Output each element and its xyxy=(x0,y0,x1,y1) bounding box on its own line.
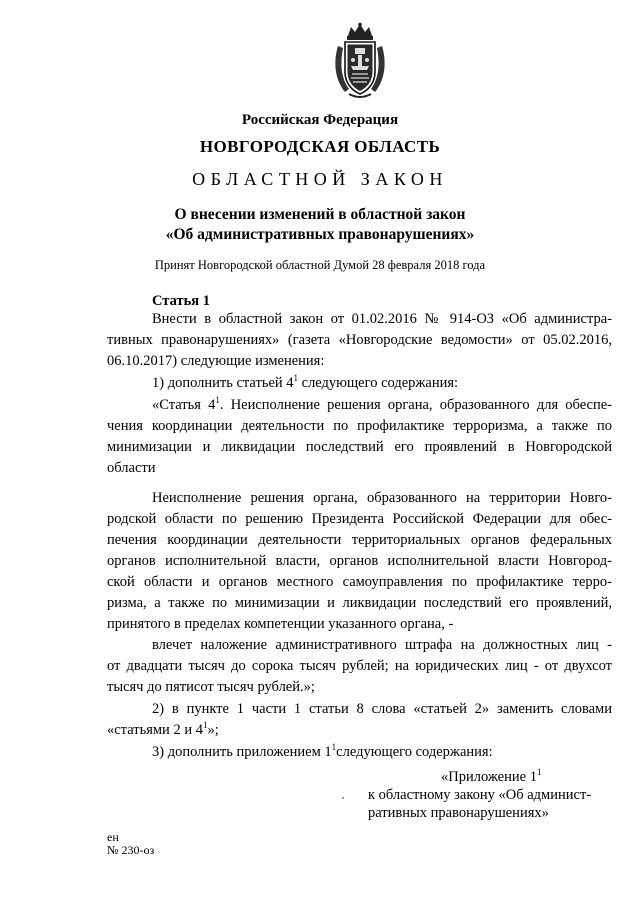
paragraph-line: печения координации деятельности территориальных органов федеральных xyxy=(107,532,612,548)
paragraph-line: принятого в пределах компетенции указанного органа, - xyxy=(107,616,454,632)
paragraph-line: Неисполнение решения органа, образованного на территории Новго- xyxy=(152,490,612,506)
intro-line: 06.10.2017) следующие изменения: xyxy=(107,353,325,369)
region-name: НОВГОРОДСКАЯ ОБЛАСТЬ xyxy=(199,137,441,156)
intro-line: Внести в областной закон от 01.02.2016 № 914-ОЗ «Об администра- xyxy=(152,311,612,327)
law-title-line-1: О внесении изменений в областной закон xyxy=(174,206,466,223)
intro-line: тивных правонарушениях» (газета «Новгородские ведомости» от 05.02.2016, xyxy=(107,332,612,348)
paragraph-line: родской области по решению Президента Российской Федерации для обес- xyxy=(107,511,612,527)
appendix-subtitle-line: к областному закону «Об админист- xyxy=(368,787,592,803)
amendment-item-1: 1) дополнить статьей $4^1$ следующего содержания: xyxy=(152,373,459,391)
coat-of-arms-emblem xyxy=(331,22,389,100)
new-article-line: чения координации деятельности по профилактике терроризма, а также по xyxy=(107,418,612,434)
amendment-item-2-continuation: «статьями 2 и $4^1$»; xyxy=(107,720,219,738)
law-title-line-2: «Об административных правонарушениях» xyxy=(165,226,475,243)
law-registration-number: № 230-оз xyxy=(107,843,155,857)
executor-initials: ен xyxy=(107,830,119,844)
new-article-line: «Статья $4^1$. Неисполнение решения органа, образованного для обеспе- xyxy=(152,395,612,413)
new-article-line: области xyxy=(107,460,156,476)
country-name: Российская Федерация xyxy=(241,112,399,128)
appendix-subtitle-line: ративных правонарушениях» xyxy=(368,805,549,821)
paragraph-line: ризма, а также по минимизации и ликвидации последствий его проявлений, xyxy=(107,595,612,611)
article-heading: Статья 1 xyxy=(152,293,210,309)
paragraph-line: ской области и органов местного самоуправления по профилактике терро- xyxy=(107,574,612,590)
penalty-line: от двадцати тысяч до сорока тысяч рублей; на юридических лиц - от двухсот xyxy=(107,658,612,674)
adoption-date: Принят Новгородской областной Думой 28 февраля 2018 года xyxy=(154,258,486,272)
penalty-line: влечет наложение административного штрафа на должностных лиц - xyxy=(152,637,612,653)
document-type: ОБЛАСТНОЙ ЗАКОН xyxy=(192,169,448,189)
appendix-heading: «Приложение $1^1$ xyxy=(441,767,542,785)
penalty-line: тысяч до пятисот тысяч рублей.»; xyxy=(107,679,315,695)
paragraph-line: органов исполнительной власти, органов исполнительной власти Новгород- xyxy=(107,553,612,569)
amendment-item-2: 2) в пункте 1 части 1 статьи 8 слова «статьей 2» заменить словами xyxy=(152,701,612,717)
amendment-item-3: 3) дополнить приложением $1^1следующего$ содержания: xyxy=(152,742,493,760)
scan-speck xyxy=(342,797,344,799)
new-article-line: минимизации и ликвидации последствий его проявлений в Новгородской xyxy=(107,439,612,455)
